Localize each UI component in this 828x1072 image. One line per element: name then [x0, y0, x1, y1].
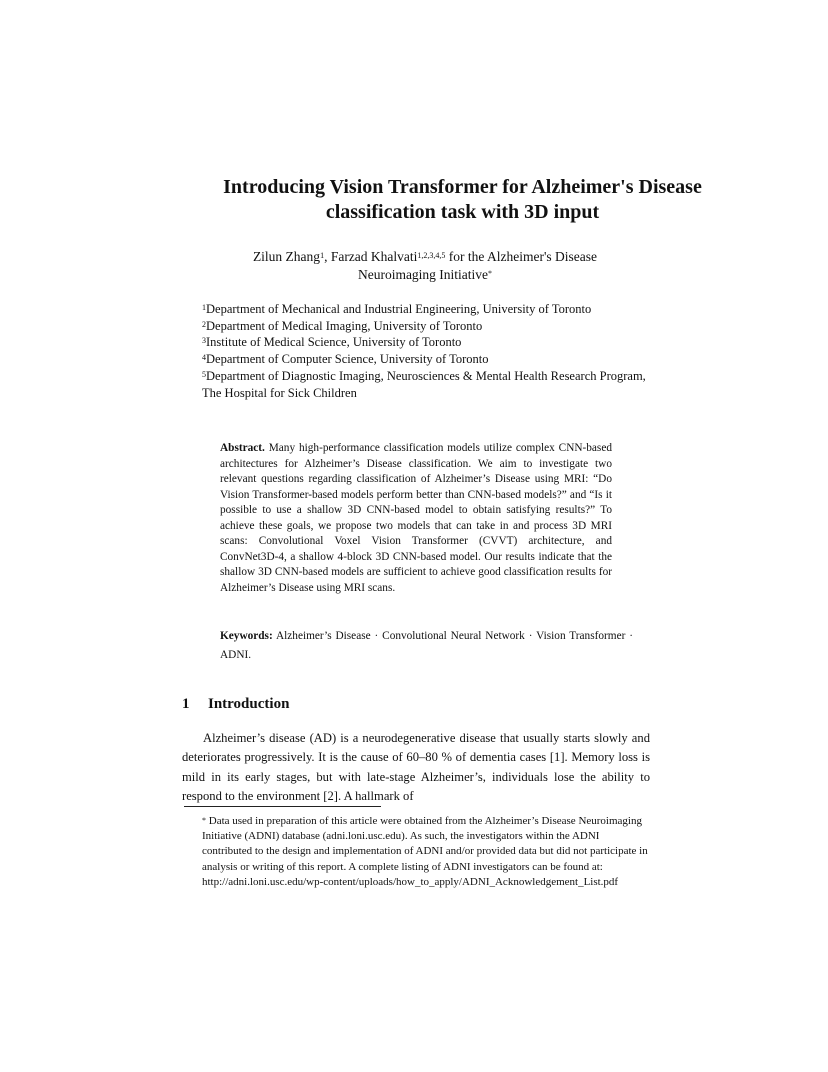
- title-line-2: classification task with 3D input: [325, 201, 600, 223]
- author-line-1: [200, 248, 650, 266]
- affiliation-list: [202, 301, 662, 401]
- footnote-rule: [184, 806, 381, 807]
- author-list: [200, 248, 650, 284]
- affiliation-number: 3: [202, 336, 206, 346]
- paper-title: [180, 175, 745, 225]
- section-number: 1: [182, 696, 190, 712]
- affiliation: [202, 318, 662, 335]
- affiliation: [202, 334, 662, 351]
- intro-paragraph: Alzheimer’s disease (AD) is a neurodegenerative disease that usually starts slowly and deteriorates progressively. It is the cause of 60–80 % of dementia cases [1]. Memory loss is mild in its early stages, but with late-stage Alzheimer’s, individuals lose the ability to respond to the environment [2]. A hallmark of: [182, 731, 650, 803]
- footnote: [202, 814, 652, 890]
- affiliation-number: 2: [202, 319, 206, 329]
- title-line-1: Introducing Vision Transformer for Alzheimer's Disease: [223, 176, 702, 198]
- affiliation: [202, 301, 662, 318]
- affiliation: [202, 351, 662, 368]
- author-name: Zilun Zhang: [252, 249, 321, 264]
- affiliation-text: Department of Mechanical and Industrial Engineering, University of Toronto: [206, 302, 592, 316]
- author-separator: ,: [324, 249, 331, 264]
- footnote-text: Data used in preparation of this article were obtained from the Alzheimer’s Disease Neuroimaging Initiative (ADNI) database (adni.loni.usc.edu). As such, the investigators within the ADNI contributed to the design and implementation of ADNI and/or provided data but did not participate in analysis or writing of this report. A complete listing of ADNI investigators can be found at: http://adni.loni.usc.edu/wp-content/uploads/how_to_apply/ADNI_Acknowledgement_List.pdf: [202, 815, 648, 888]
- affiliation-text: Department of Diagnostic Imaging, Neurosciences & Mental Health Research Program, The Hospital for Sick Children: [202, 368, 646, 400]
- keywords-text: Alzheimer’s Disease · Convolutional Neural Network · Vision Transformer · ADNI.: [220, 630, 633, 661]
- affiliation-number: 4: [202, 353, 206, 363]
- affiliation-text: Department of Computer Science, University of Toronto: [206, 352, 489, 367]
- author-consortium-cont: Neuroimaging Initiative: [357, 267, 489, 282]
- keywords-label: Keywords:: [220, 630, 273, 642]
- abstract-label: Abstract.: [220, 442, 265, 454]
- footnote-mark: *: [488, 269, 493, 278]
- abstract: [220, 441, 612, 596]
- author-affiliation-mark: 1,2,3,4,5: [417, 251, 446, 260]
- affiliation-number: 1: [202, 303, 206, 312]
- footnote-marker: *: [202, 816, 206, 825]
- affiliation-number: 5: [202, 369, 206, 379]
- keywords: [220, 627, 633, 665]
- section-heading: [182, 696, 289, 713]
- author-consortium: for the Alzheimer's Disease: [445, 249, 598, 264]
- affiliation-text: Institute of Medical Science, University of Toronto: [206, 335, 462, 350]
- author-name: Farzad Khalvati: [330, 249, 418, 264]
- affiliation: [202, 368, 662, 401]
- affiliation-text: Department of Medical Imaging, University of Toronto: [206, 318, 483, 333]
- author-line-2: [200, 266, 650, 284]
- author-affiliation-mark: 1: [320, 251, 325, 260]
- abstract-text: Many high-performance classification models utilize complex CNN-based architectures for Alzheimer’s Disease classification. We aim to investigate two relevant questions regarding classification of Alzheimer’s Disease using MRI: “Do Vision Transformer-based models perform better than CNN-based models?” and “Is it possible to use a shallow 3D CNN-based model to obtain satisfying results?” To achieve these goals, we propose two models that can take in and process 3D MRI scans: Convolutional Voxel Vision Transformer (CVVT) architecture, and ConvNet3D-4, a shallow 4-block 3D CNN-based model. Our results indicate that the shallow 3D CNN-based models are sufficient to achieve good classification results for Alzheimer’s Disease using MRI scans.: [220, 442, 612, 594]
- section-title: Introduction: [208, 696, 290, 712]
